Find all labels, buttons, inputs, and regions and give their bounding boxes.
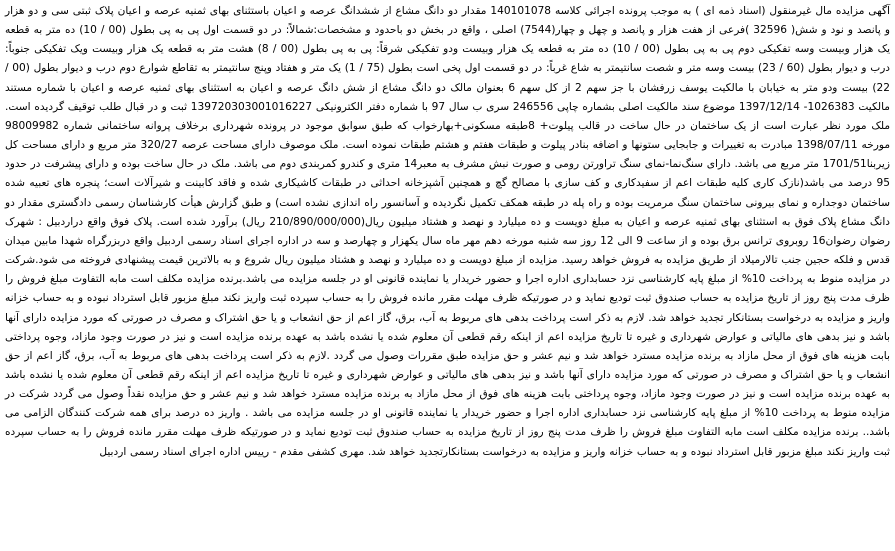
auction-notice [5,0,890,462]
notice-body-text: آگهی مزایده مال غیرمنقول (اسناد ذمه ای ) به موجب پرونده اجرائی کلاسه 140101078 مقدار دو دانگ مشاع از ششدانگ عرصه و اعیان باستثنای بهای ثمنیه عرصه و اعیان پلاک ثبتی سی و دو هزار و پانصد و نود و شش( 32596 )فرعی از هفت هزار و پانصد و چهل و چهار(7544) اصلی ، واقع در بخش دو باحدود و مشخصات:شمالاً: در دو قسمت اول پی به پی بطول (00 / 10) ده متر به قطعه یک هزار وبیست وسه تفکیکی دوم پی به پی بطول (00 / 10) ده متر به قطعه یک هزار وبیست ودو تفکیکی شرقاً: پی به پی بطول (00 / 8) هشت متر به قطعه یک هزار وبیست ویک تفکیکی جنوباً: درب و دیوار بطول (60 / 23) بیست وسه متر و شصت سانتیمتر به شاع غرباً: در دو قسمت اول پخی است بطول (75 / 1) یک متر و هفتاد وپنج سانتیمتر به تقاطع شوارع دوم درب و دیوار بطول (00 / 22) بیست ودو متر به خیابان با مالکیت یوسف زرفشان با جز سهم 2 از کل سهم 6 بعنوان مالک دو دانگ مشاع از شش دانگ عرصه و اعیان به استثنای بهای ثمنیه عرصه و اعیان با شماره مستند مالکیت 1026383- 1397/12/14 موضوع سند مالکیت اصلی بشماره چاپی 246556 سری ب سال 97 با شماره دفتر الکترونیکی 139720303001016227 ثبت و در قبال طلب توقیف گردیده است. ملک مورد نظر عبارت است از یک ساختمان در حال ساخت در قالب پیلوت+ 8طبقه مسکونی+بهارخواب که طبق سوابق موجود در پرونده شهرداری برخلاف پروانه ساختمانی شماره 98009982 مورخه 1398/07/11 مبادرت به تغییرات و جابجایی ستونها و اضافه بنادر پیلوت و طبقات هفتم و هشتم طبقات نموده است. ملک موصوف دارای مساحت عرصه 320/27 متر مربع و دارای مساحت کل زیربنا1701/51 متر مربع می باشد. دارای سنگ‌نما-نمای سنگ تراورتن رومی و صورت نبش مشرف به معبر14 متری و کندرو کمربندی دوم می باشد. ملک در حال ساخت بوده و دارای پیشرفت در حدود 95 درصد می باشد(نازک کاری کلیه طبقات اعم از سفیدکاری و کف سازی با مصالح گچ و همچنین آشپزخانه احداثی در طبقات کاشیکاری شده و فاقد کابینت و شیرآلات است؛ پنجره های تعبیه شده ساختمان دوجداره و نمای بیرونی ساختمان سنگ مرمریت بوده و راه پله در طبقه همکف تکمیل نگردیده و آسانسور راه اندازی نشده است) و طبق گزارش هیأت کارشناسان رسمی دادگستری مقدار دو دانگ مشاع پلاک فوق به استثنای بهای ثمنیه عرصه و اعیان به مبلغ دویست و ده میلیارد و نهصد و هشتاد میلیون ریال(210/890/000/000 ریال) برآورد شده است. پلاک فوق واقع دراردبیل : شهرک رضوان رضوان16 روبروی ترانس برق بوده و از ساعت 9 الی 12 روز سه شنبه مورخه دهم مهر ماه سال یکهزار و چهارصد و سه در اداره اجرای اسناد رسمی اردبیل واقع دربزرگراه شهدا مابین میدان قدس و فلکه حجین جنب تالارمیلاد از طریق مزایده به فروش خواهد رسید. مزایده از مبلغ دویست و ده میلیارد و نهصد و هشتاد میلیون ریال شروع و به بالاترین قیمت پیشنهادی فروخته می شود.شرکت در مزایده منوط به پرداخت 10% از مبلغ پایه کارشناسی نزد حسابداری اداره اجرا و حضور خریدار یا نماینده قانونی او در جلسه مزایده می باشد.برنده مزایده مکلف است مابه التفاوت مبلغ فروش را ظرف مدت پنج روز از تاریخ مزایده به حساب صندوق ثبت تودیع نماید و در صورتیکه ظرف مهلت مقرر مانده فروش را به حساب سپرده ثبت واریز نکند مبلغ مزبور قابل استرداد نبوده و به حساب خزانه واریز و مزایده به درخواست بستانکار تجدید خواهد شد. لازم به ذکر است پرداخت بدهی های مربوط به آب، برق، گاز اعم از حق انشعاب و یا حق اشتراک و مصرف در صورتی که مورد مزایده دارای آنها باشد و نیز بدهی های مالیاتی و عوارض شهرداری و غیره تا تاریخ مزایده اعم از اینکه رقم قطعی آن معلوم شده یا نشده باشد به عهده برنده مزایده است و نیز در صورت وجود مازاد، وجوه پرداختی بابت هزینه های فوق از محل مازاد به برنده مزایده مسترد خواهد شد و نیم عشر و حق مزایده طبق مقررات وصول می گردد .لازم به ذکر است پرداخت بدهی های مربوط به آب، برق، گاز اعم از حق انشعاب و یا حق اشتراک و مصرف در صورتی که مورد مزایده دارای آنها باشد و نیز بدهی های مالیاتی و عوارض شهرداری و غیره تا تاریخ مزایده اعم از اینکه رقم قطعی آن معلوم شده یا نشده باشد به عهده برنده مزایده است و نیز در صورت وجود مازاد، وجوه پرداختی بابت هزینه های فوق از محل مازاد به برنده مزایده مسترد خواهد شد و نیم عشر و حق مزایده نقداً وصول می گردد شرکت در مزایده منوط به پرداخت 10% از مبلغ پایه کارشناسی نزد حسابداری اداره اجرا و حضور خریدار یا نماینده قانونی او در جلسه مزایده می باشد . واریز ده درصد برای همه شرکت کنندگان الزامی می باشد.. برنده مزایده مکلف است مابه التفاوت مبلغ فروش را ظرف مدت پنج روز از تاریخ مزایده به حساب صندوق ثبت تودیع نماید و در صورتیکه ظرف مهلت مقرر مانده فروش را به حساب سپرده ثبت واریز نکند مبلغ مزبور قابل استرداد نبوده و به حساب خزانه واریز و مزایده به درخواست بستانکارتجدید خواهد شد. مهری کشفی مقدم - رییس اداره اجرای اسناد رسمی اردبیل [5,5,891,458]
